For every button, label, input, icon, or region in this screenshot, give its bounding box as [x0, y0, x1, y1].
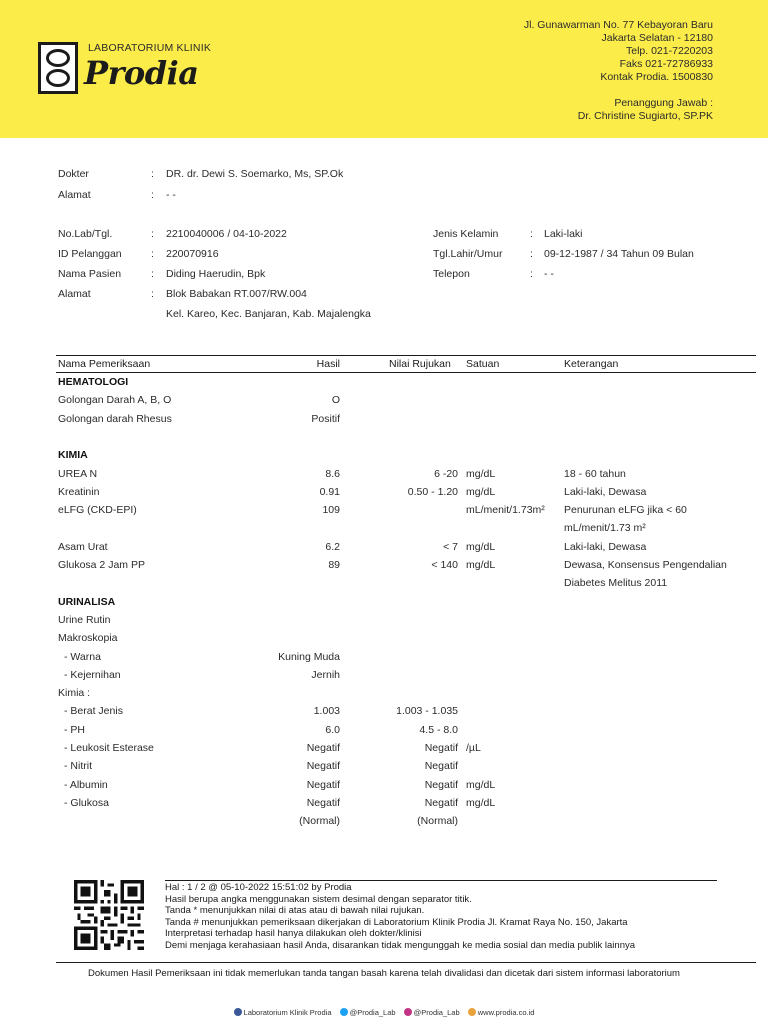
table-row	[0, 468, 768, 486]
result-value: 0.91	[319, 485, 340, 498]
remark: Laki-laki, Dewasa	[564, 540, 647, 553]
lab-label: LABORATORIUM KLINIK	[88, 42, 212, 54]
test-name: Makroskopia	[58, 632, 118, 645]
test-name: UREA N	[58, 467, 98, 480]
footer-rule	[56, 962, 756, 963]
telp-label: Telepon	[433, 268, 470, 280]
social-links	[0, 1008, 768, 1017]
jk-value: Laki-laki	[544, 228, 583, 240]
alamat-line1: Blok Babakan RT.007/RW.004	[166, 288, 307, 300]
pj-label: Penanggung Jawab :	[614, 97, 713, 109]
test-name: KIMIA	[58, 449, 88, 462]
remark: mL/menit/1.73 m²	[564, 522, 646, 535]
test-name: - Leukosit Esterase	[64, 742, 154, 754]
telp-value: - -	[544, 268, 554, 280]
result-value: 1.003	[313, 705, 340, 718]
brand-wordmark: Prodia	[84, 54, 199, 92]
social-twitter[interactable]	[340, 1008, 396, 1017]
remark: Dewasa, Konsensus Pengendalian	[564, 559, 727, 571]
reference-range: Negatif	[424, 778, 458, 791]
nama-label: Nama Pasien	[58, 268, 122, 280]
colon: :	[151, 189, 154, 201]
table-row	[0, 779, 768, 797]
patient-alamat-label: Alamat	[58, 288, 91, 300]
id-value: 220070916	[166, 248, 219, 260]
document-note: Dokumen Hasil Pemeriksaan ini tidak memerlukan tanda tangan basah karena telah divalidasi dan dicetak dari sistem informasi laboratorium	[88, 968, 680, 979]
unit: mg/dL	[466, 485, 496, 498]
colon: :	[151, 268, 154, 280]
colon: :	[530, 228, 533, 240]
unit: mg/dL	[466, 467, 496, 480]
test-name: - PH	[64, 723, 85, 736]
alamat-line2: Kel. Kareo, Kec. Banjaran, Kab. Majalengka	[166, 308, 371, 320]
table-row	[0, 559, 768, 577]
remark: Penurunan eLFG jika < 60	[564, 504, 687, 517]
result-value: 8.6	[325, 467, 340, 480]
test-name: HEMATOLOGI	[58, 376, 129, 388]
table-row	[0, 614, 768, 632]
table-row	[0, 577, 768, 595]
instagram-icon	[404, 1008, 412, 1016]
colon: :	[530, 248, 533, 260]
test-name: - Berat Jenis	[64, 705, 123, 718]
dokter-label: Dokter	[58, 168, 89, 180]
result-value: 89	[328, 559, 340, 571]
table-row	[0, 669, 768, 687]
qr-code-icon	[72, 880, 146, 950]
reference-range: Negatif	[424, 796, 458, 809]
col-header-name: Nama Pemeriksaan	[58, 358, 151, 370]
table-row	[0, 760, 768, 778]
social-website[interactable]	[468, 1008, 535, 1017]
letterhead	[0, 0, 768, 138]
result-value: 6.0	[325, 723, 340, 736]
table-row	[0, 504, 768, 522]
unit: mg/dL	[466, 559, 496, 571]
unit: /µL	[466, 742, 481, 754]
page-info: Hal : 1 / 2 @ 05-10-2022 15:51:02 by Prodia	[165, 882, 352, 893]
facebook-icon	[234, 1008, 242, 1016]
result-value: Negatif	[306, 778, 340, 791]
result-value: Jernih	[311, 668, 340, 681]
unit: mg/dL	[466, 796, 496, 809]
col-header-keterangan: Keterangan	[564, 358, 619, 370]
colon: :	[151, 228, 154, 240]
tgl-value: 09-12-1987 / 34 Tahun 09 Bulan	[544, 248, 694, 260]
social-instagram[interactable]	[404, 1008, 460, 1017]
result-value: Negatif	[306, 742, 340, 754]
nolab-value: 2210040006 / 04-10-2022	[166, 228, 287, 240]
table-header-rule	[56, 372, 756, 373]
contact-line: Kontak Prodia. 1500830	[600, 71, 713, 83]
nama-value: Diding Haerudin, Bpk	[166, 268, 266, 280]
reference-range: < 140	[431, 559, 458, 571]
prodia-logo-icon	[38, 42, 78, 94]
test-name: - Warna	[64, 650, 101, 663]
social-label: @Prodia_Lab	[349, 1008, 396, 1017]
reference-range: 6 -20	[434, 467, 458, 480]
social-label: Laboratorium Klinik Prodia	[243, 1008, 332, 1017]
table-row	[0, 522, 768, 540]
result-value: Kuning Muda	[278, 650, 340, 663]
footnote: Tanda * menunjukkan nilai di atas atau di bawah nilai rujukan.	[165, 905, 425, 916]
unit: mg/dL	[466, 778, 496, 791]
test-name: - Glukosa	[64, 796, 109, 809]
unit: mL/menit/1.73m²	[466, 504, 545, 517]
responsible-person	[578, 97, 713, 123]
doctor-alamat-label: Alamat	[58, 189, 91, 201]
result-value: 6.2	[325, 540, 340, 553]
result-value: Negatif	[306, 760, 340, 773]
test-name: - Albumin	[64, 778, 108, 791]
section-heading-row	[0, 596, 768, 614]
reference-range: Negatif	[424, 760, 458, 773]
remark: Laki-laki, Dewasa	[564, 485, 647, 498]
result-value: (Normal)	[299, 815, 340, 828]
dokter-value: DR. dr. Dewi S. Soemarko, Ms, SP.Ok	[166, 168, 344, 180]
section-heading-row	[0, 376, 768, 394]
test-name: eLFG (CKD-EPI)	[58, 504, 137, 517]
result-value: 109	[322, 504, 340, 517]
table-row	[0, 687, 768, 705]
table-top-rule	[56, 355, 756, 356]
result-value: Negatif	[306, 796, 340, 809]
test-name: Golongan Darah A, B, O	[58, 394, 172, 407]
pj-name: Dr. Christine Sugiarto, SP.PK	[577, 110, 713, 122]
test-name: URINALISA	[58, 595, 116, 608]
result-value: O	[331, 394, 340, 407]
colon: :	[151, 248, 154, 260]
section-heading-row	[0, 449, 768, 467]
reference-range: 0.50 - 1.20	[407, 485, 458, 498]
footnote: Demi menjaga kerahasiaan hasil Anda, disarankan tidak mengunggah ke media sosial dan media publik lainnya	[165, 939, 636, 951]
table-row	[0, 431, 768, 449]
table-row	[0, 724, 768, 742]
table-row	[0, 394, 768, 412]
table-row	[0, 797, 768, 815]
fax-line: Faks 021-72786933	[619, 58, 713, 70]
id-label: ID Pelanggan	[58, 248, 122, 260]
col-header-hasil: Hasil	[316, 358, 340, 370]
footnotes	[165, 882, 635, 951]
colon: :	[151, 168, 154, 180]
address-line: Jakarta Selatan - 12180	[601, 32, 713, 44]
col-header-rujukan: Nilai Rujukan	[389, 358, 451, 370]
table-row	[0, 815, 768, 833]
test-name: Asam Urat	[58, 540, 108, 553]
tgl-label: Tgl.Lahir/Umur	[433, 248, 503, 260]
test-name: - Kejernihan	[64, 668, 121, 681]
colon: :	[151, 288, 154, 300]
lab-address	[524, 19, 713, 84]
table-row	[0, 413, 768, 431]
col-header-satuan: Satuan	[466, 358, 500, 370]
remark: 18 - 60 tahun	[564, 467, 626, 480]
test-name: Golongan darah Rhesus	[58, 412, 172, 425]
table-row	[0, 541, 768, 559]
table-row	[0, 486, 768, 504]
reference-range: < 7	[443, 540, 458, 553]
social-facebook[interactable]	[234, 1008, 332, 1017]
test-name: Glukosa 2 Jam PP	[58, 559, 145, 571]
reference-range: Negatif	[424, 742, 458, 754]
footnote: Interpretasi terhadap hasil hanya dilakukan oleh dokter/klinisi	[165, 928, 422, 939]
test-name: - Nitrit	[64, 760, 92, 773]
address-line: Jl. Gunawarman No. 77 Kebayoran Baru	[523, 19, 713, 31]
twitter-icon	[340, 1008, 348, 1016]
jk-label: Jenis Kelamin	[433, 228, 499, 240]
colon: :	[530, 268, 533, 280]
unit: mg/dL	[466, 540, 496, 553]
test-name: Urine Rutin	[58, 613, 111, 626]
reference-range: 4.5 - 8.0	[419, 723, 458, 736]
table-row	[0, 632, 768, 650]
table-row	[0, 742, 768, 760]
social-label: www.prodia.co.id	[477, 1008, 535, 1017]
footnote: Tanda # menunjukkan pemeriksaan dikerjakan di Laboratorium Klinik Prodia Jl. Kramat Raya No. 150, Jakarta	[165, 916, 628, 928]
test-name: Kreatinin	[58, 485, 100, 498]
globe-icon	[468, 1008, 476, 1016]
social-label: @Prodia_Lab	[413, 1008, 460, 1017]
reference-range: 1.003 - 1.035	[396, 705, 458, 718]
remark: Diabetes Melitus 2011	[564, 577, 668, 590]
footnote: Hasil berupa angka menggunakan sistem desimal dengan separator titik.	[165, 893, 472, 905]
footer-rule	[165, 880, 717, 881]
nolab-label: No.Lab/Tgl.	[58, 228, 113, 240]
test-name: Kimia :	[58, 687, 91, 700]
reference-range: (Normal)	[417, 815, 458, 828]
result-value: Positif	[311, 412, 340, 425]
doctor-alamat-value: - -	[166, 189, 176, 201]
table-row	[0, 705, 768, 723]
table-row	[0, 651, 768, 669]
phone-line: Telp. 021-7220203	[626, 45, 713, 57]
